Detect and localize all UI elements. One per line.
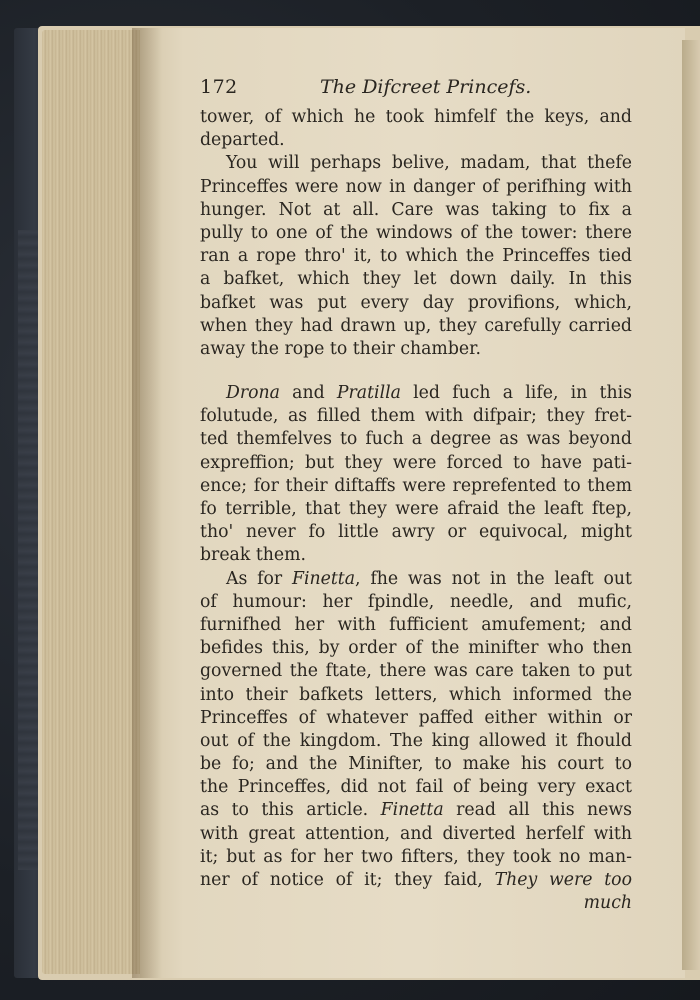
paragraph — [200, 106, 632, 152]
paragraph — [200, 568, 632, 893]
text-line: be fo; and the Minifter, to make his court to — [200, 754, 632, 775]
fmt-line: as to this article. Finetta read all this news — [200, 800, 632, 821]
catchword-text: much — [583, 893, 632, 914]
fmt-line: As for Finetta, fhe was not in the leaft out — [226, 568, 632, 589]
text-line: folutude, as filled them with difpair; they fret- — [200, 406, 632, 427]
text-line: bafket was put every day provifions, which, — [200, 292, 632, 313]
text-line: Princeffes were now in danger of perifhing with — [200, 176, 632, 197]
text-line: governed the ftate, there was care taken to put — [200, 661, 632, 682]
gutter-shadow — [132, 28, 162, 978]
catchword — [200, 892, 632, 915]
text-line: tho' never fo little awry or equivocal, might — [200, 522, 632, 543]
text-line: pully to one of the windows of the tower: there — [200, 222, 632, 243]
text-line: ted themfelves to fuch a degree as was beyond — [200, 429, 632, 450]
text-line: of humour: her fpindle, needle, and mufic, — [200, 591, 632, 612]
text-line: ence; for their diftaffs were reprefented to them — [200, 475, 632, 496]
text-line — [200, 382, 632, 405]
page-header — [200, 76, 632, 106]
text-line: a bafket, which they let down daily. In this — [200, 269, 632, 290]
text-line: Princeffes of whatever paffed either within or — [200, 707, 632, 728]
text-line: ran a rope thro' it, to which the Princeffes tied — [200, 246, 632, 267]
italic-name: They were too — [494, 870, 632, 890]
text-line: when they had drawn up, they carefully carried — [200, 315, 632, 336]
text-line: into their bafkets letters, which informed the — [200, 684, 632, 705]
fmt-line: Drona and Pratilla led fuch a life, in this — [226, 383, 632, 404]
running-title: The Difcreet Princefs. — [320, 76, 532, 98]
text-line: furnifhed her with fufficient amufement; and — [200, 614, 632, 635]
text-line — [200, 799, 632, 822]
text-line: it; but as for her two fifters, they took no man- — [200, 846, 632, 867]
text-line: out of the kingdom. The king allowed it fhould — [200, 730, 632, 751]
text-line: break them. — [200, 545, 306, 566]
text-line: the Princeffes, did not fail of being very exact — [200, 777, 632, 798]
text-line: befides this, by order of the minifter who then — [200, 638, 632, 659]
page-number: 172 — [200, 76, 238, 98]
fmt-line: ner of notice of it; they faid, They were too — [200, 870, 632, 890]
text-line — [200, 869, 632, 892]
paragraph — [200, 152, 632, 361]
text-line: You will perhaps belive, madam, that thefe — [226, 153, 632, 174]
text-line: with great attention, and diverted herfelf with — [200, 823, 632, 844]
text-line: away the rope to their chamber. — [200, 338, 481, 359]
text-line: departed. — [200, 130, 285, 151]
text-line: hunger. Not at all. Care was taking to fix a — [200, 199, 632, 220]
text-line — [200, 568, 632, 591]
paragraph-gap — [200, 361, 632, 382]
italic-name: Pratilla — [336, 383, 401, 404]
text-line: tower, of which he took himfelf the keys, and — [200, 107, 632, 127]
text-line: expreffion; but they were forced to have pati- — [200, 452, 632, 473]
paragraph — [200, 382, 632, 568]
text-line: fo terrible, that they were afraid the leaft ftep, — [200, 499, 632, 519]
stacked-page-edges — [42, 30, 142, 974]
page-text — [200, 76, 632, 915]
italic-name: Drona — [226, 383, 280, 404]
next-page-edge — [682, 40, 700, 970]
italic-name: Finetta — [380, 800, 444, 821]
italic-name: Finetta — [291, 568, 356, 589]
